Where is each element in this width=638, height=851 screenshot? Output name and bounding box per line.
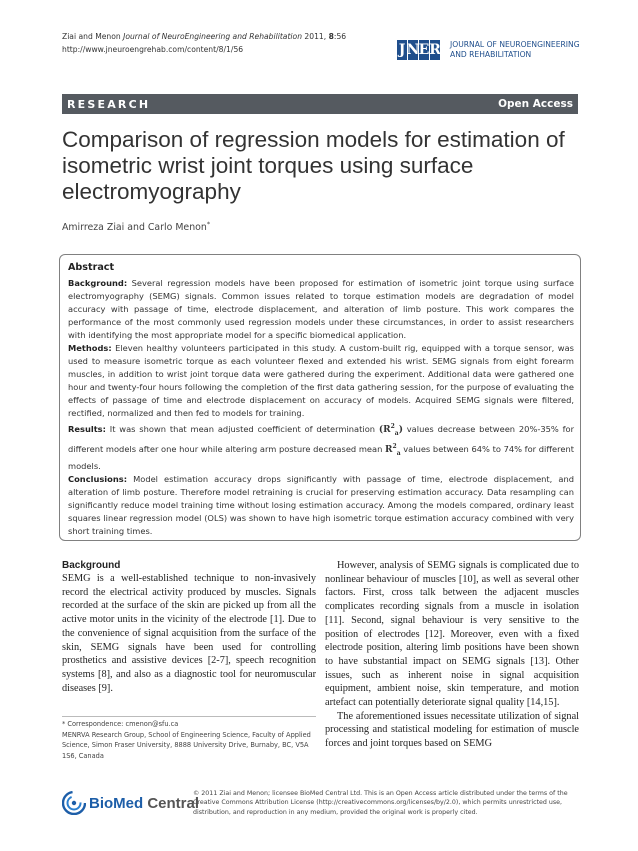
abstract-methods — [68, 342, 574, 420]
abstract-methods-text: Eleven healthy volunteers participated in this study. A custom-built rig, equipped with a torque sensor, was used to measure isometric torque as each volunteer flexed and extended his wrist. SEMG signals from eight forearm muscles, in addition to wrist joint torque data were gathered during the experiment. Additional data were gathered one hour and twenty-four hours following the completion of the first data gathering session, for the purpose of evaluating the effects of passage of time and electrode displacement on accuracy of models. Acquired SEMG signals were filtered, rectified, normalized and then fed to models for training. — [68, 343, 574, 418]
math-r2-sub: a — [396, 449, 401, 457]
abstract-conclusions-text: Model estimation accuracy drops significantly with passage of time, electrode displacement, and alteration of limb posture. Therefore model retraining is crucial for preserving estimation accuracy. Data resampling can significantly reduce model training time without losing estimation accuracy. Among the models compared, ordinary least squares linear regression model (OLS) was shown to have high isometric torque estimation accuracy combined with very short training times. — [68, 473, 574, 536]
math-r-sup: 2 — [390, 423, 395, 430]
article-url[interactable]: http://www.jneuroengrehab.com/content/8/1/56 — [62, 45, 244, 54]
abstract-background — [68, 277, 574, 342]
abstract-results — [68, 420, 574, 473]
logo-text-line-2: AND REHABILITATION — [450, 50, 532, 59]
abstract-background-label: Background: — [68, 278, 128, 288]
journal-name: Journal of NeuroEngineering and Rehabilitation — [123, 32, 303, 41]
license-notice: © 2011 Ziai and Menon; licensee BioMed Central Ltd. This is an Open Access article distributed under the terms of the Creative Commons Attribution License (http://creativecommons.org/licenses/by/2.0), which permits unrestricted use, distribution, and reproduction in any medium, provided the original work is properly cited. — [193, 790, 568, 816]
logo-letter-n: N — [406, 42, 420, 58]
body-paragraph-2: The aforementioned issues necessitate utilization of signal processing and statistical modeling for estimation of muscle forces and joint torques based on SEMG — [325, 710, 579, 750]
abstract-conclusions — [68, 473, 574, 538]
abstract-heading: Abstract — [68, 262, 115, 273]
biomed-central-logo — [62, 791, 199, 815]
abstract-results-text-3: values between 64% to 74% for different models. — [68, 443, 574, 471]
author-list — [62, 220, 210, 233]
footnote-divider — [62, 716, 316, 717]
body-left-column — [62, 559, 316, 695]
background-paragraph: SEMG is a well-established technique to non-invasively record the electrical activity produced by muscles. Signals recorded at the surface of the skin are picked up from all the active motor units in the vicinity of the electrode [1]. Due to the convenience of signal acquisition from the surface of the skin, SEMG signals have been used for controlling prosthetics and assistive devices [2-7], speech recognition systems [8], and also as a diagnostic tool for neuromuscular diseases [9]. — [62, 573, 316, 694]
math-r-close: ) — [398, 425, 403, 435]
math-r2: R — [385, 444, 393, 455]
open-access-label: Open Access — [498, 98, 573, 110]
body-right-column — [325, 559, 579, 751]
wordmark-biomed: BioMed — [89, 794, 144, 812]
running-header — [62, 30, 346, 56]
article-title: Comparison of regression models for estimation of isometric wrist joint torques using surface electromyography — [62, 127, 565, 204]
biomed-central-swirl-icon — [62, 791, 86, 815]
journal-logo — [397, 40, 441, 60]
corresponding-author-mark: * — [206, 220, 211, 228]
article-type-label: RESEARCH — [67, 97, 151, 111]
math-r-sub: a — [394, 429, 399, 437]
author-names: Amirreza Ziai and Carlo Menon — [62, 222, 207, 234]
biomed-central-wordmark — [89, 795, 199, 812]
citation-volume: 8 — [328, 32, 334, 41]
citation-issue: :56 — [333, 32, 347, 41]
abstract-methods-label: Methods: — [68, 343, 112, 353]
adjusted-r-squared-symbol-2 — [385, 442, 401, 457]
citation-line — [62, 30, 346, 43]
abstract-results-label: Results: — [68, 424, 106, 434]
journal-logo-text — [450, 40, 580, 60]
abstract-results-text-1: It was shown that mean adjusted coefficient of determination — [105, 424, 379, 434]
abstract-conclusions-label: Conclusions: — [68, 473, 128, 484]
wordmark-central: Central — [143, 794, 200, 812]
correspondence-email[interactable]: * Correspondence: cmenon@sfu.ca — [62, 720, 179, 728]
abstract-box — [59, 254, 581, 541]
article-type-bar — [62, 94, 578, 114]
logo-letter-j: J — [398, 42, 406, 58]
logo-text-line-1: JOURNAL OF NEUROENGINEERING — [450, 40, 580, 49]
math-r-open: (R — [378, 425, 391, 435]
body-paragraph-1: However, analysis of SEMG signals is complicated due to nonlinear behaviour of muscles [10], as well as several other factors. First, cross talk between the adjacent muscles complicates recording signals from a muscle in isolation [11]. Second, signal behaviour is very sensitive to the position of electrodes [12]. Moreover, even with a fixed electrode position, altering limb positions have been shown to have substantial impact on SEMG signals [13]. Other issues, such as inherent noise in signal acquisition equipment, ambient noise, skin temperature, and motion artefact can potentially deteriorate signal quality [14,15]. — [325, 560, 579, 709]
background-heading: Background — [62, 560, 121, 571]
citation-authors: Ziai and Menon — [62, 32, 124, 41]
author-affiliation: MENRVA Research Group, School of Engineering Science, Faculty of Applied Science, Simon Fraser University, 8888 University Drive, Burnaby, BC, V5A 1S6, Canada — [62, 730, 311, 760]
citation-year: 2011, — [302, 32, 329, 41]
abstract-background-text: Several regression models have been proposed for estimation of isometric joint torque using surface electromyography (SEMG) signals. Common issues related to torque estimation models are degradation of model accuracy with passage of time, electrode displacement, and alteration of limb posture. This work compares the performance of the most commonly used regression models under these circumstances, in order to assist researchers with identifying the most appropriate model for a specific biomedical application. — [68, 278, 574, 340]
logo-letter-e: E — [418, 42, 430, 58]
correspondence-footnote — [62, 719, 316, 761]
abstract-results-text-2: values decrease between 20%-35% for different models after one hour while altering arm posture decreased mean — [68, 424, 574, 454]
math-r2-sup: 2 — [392, 442, 397, 450]
adjusted-r-squared-symbol — [379, 425, 403, 435]
logo-letter-r: R — [429, 42, 441, 58]
